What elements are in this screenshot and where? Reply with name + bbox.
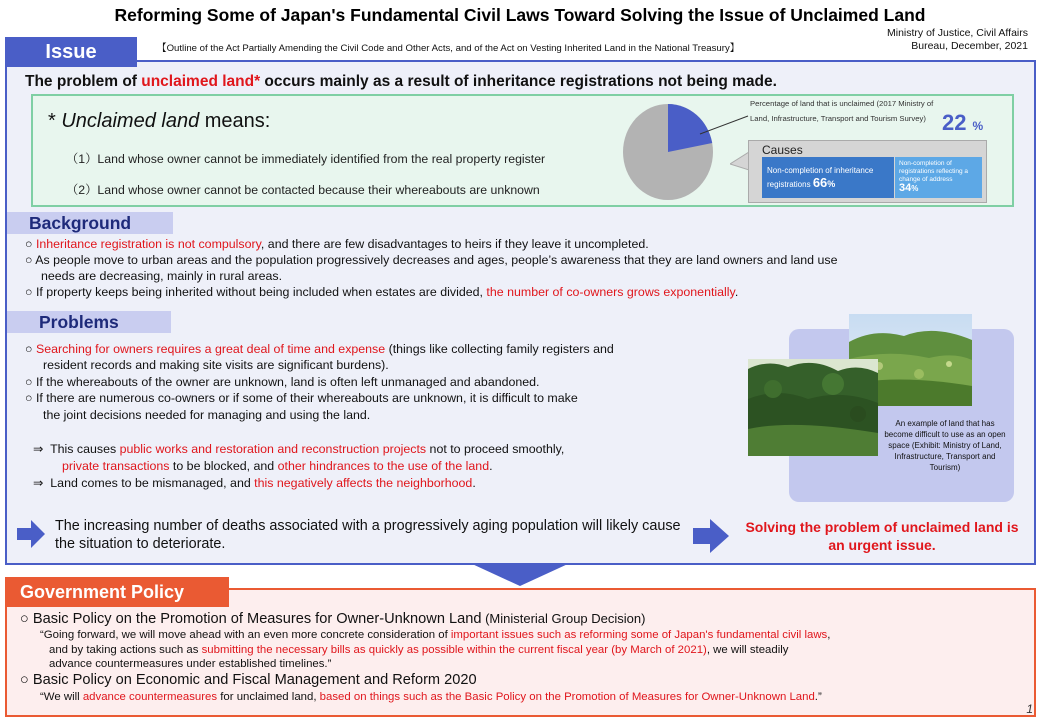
bullet: ○ — [25, 342, 33, 356]
percentage-unit: % — [972, 119, 984, 133]
cause-change-of-address — [895, 157, 982, 198]
pie-callout-line — [700, 116, 748, 134]
unclaimed-percentage-value — [942, 110, 983, 136]
background-item-1-rest: , and there are few disadvantages to heirs if they leave it uncompleted. — [260, 237, 649, 251]
bullet: ○ — [25, 375, 33, 389]
consequence-private-transactions: private transactions — [62, 459, 170, 473]
implies-symbol: ⇒ — [33, 442, 44, 456]
policy-2-quote-highlight-2: based on things such as the Basic Policy on the Promotion of Measures for Owner-Unknown Land — [319, 691, 815, 703]
bullet: ○ — [25, 285, 33, 299]
photo-overgrown-trees — [748, 359, 878, 456]
problem-item-1-line-2: resident records and making site visits are significant burdens). — [43, 358, 389, 372]
right-arrow-icon — [17, 520, 45, 548]
problem-item-2 — [25, 375, 540, 390]
problem-item-3-line-2: the joint decisions needed for managing and using the land. — [43, 408, 371, 422]
outline-subtitle: 【Outline of the Act Partially Amending the Civil Code and Other Acts, and of the Act on Vesting Inherited Land in the National Treasury】 — [157, 43, 740, 54]
consequence-mid: to be blocked, and — [169, 459, 278, 473]
background-item-3-post: . — [734, 285, 739, 299]
definition-item-2: （2）Land whose owner cannot be contacted because their whereabouts are unknown — [66, 183, 540, 197]
cause-inheritance-registration — [762, 157, 894, 198]
headline-unclaimed-land: unclaimed land* — [141, 73, 261, 90]
background-item-1 — [25, 237, 649, 252]
policy-1-title-text: Basic Policy on the Promotion of Measures for Owner-Unknown Land — [32, 611, 482, 627]
consequence-2-highlight: this negatively affects the neighborhood — [254, 476, 473, 490]
down-arrow-icon — [470, 563, 570, 587]
consequence-1-line-2 — [62, 459, 493, 474]
policy-1-quote-line-3: advance countermeasures under established timelines.” — [49, 658, 332, 670]
background-item-2 — [25, 253, 838, 268]
ministry-credit — [887, 27, 1028, 53]
background-item-3-highlight: the number of co-owners grows exponentially — [486, 285, 735, 299]
background-item-1-highlight: Inheritance registration is not compulsory — [35, 237, 261, 251]
unclaimed-percentage-caption: Percentage of land that is unclaimed (2017 Ministry of Land, Infrastructure, Transport and Tourism Survey) — [750, 99, 934, 123]
consequence-2-pre: Land comes to be mismanaged, and — [50, 476, 255, 490]
policy-1-quote-2-post: , we will steadily — [706, 644, 789, 656]
policy-1-quote-2-highlight: submitting the necessary bills as quickly as possible within the current fiscal year (by March of 2021) — [201, 644, 707, 656]
problem-item-2-text: If the whereabouts of the owner are unknown, land is often left unmanaged and abandoned. — [35, 375, 540, 389]
policy-1-quote-line-1 — [40, 628, 830, 642]
urgent-issue-statement: Solving the problem of unclaimed land is an urgent issue. — [745, 519, 1019, 553]
bullet: ○ — [20, 672, 29, 688]
headline-post: occurs mainly as a result of inheritance registrations not being made. — [260, 73, 777, 90]
causes-label: Causes — [762, 143, 803, 157]
bullet: ○ — [25, 237, 33, 251]
definition-term: Unclaimed land — [61, 110, 200, 132]
consequence-1-line-2-post: . — [489, 459, 493, 473]
policy-2-title-text: Basic Policy on Economic and Fiscal Management and Reform 2020 — [32, 672, 477, 688]
policy-2-quote-mid: for unclaimed land, — [217, 691, 320, 703]
definition-item-1: （1）Land whose owner cannot be immediately identified from the real property register — [66, 152, 546, 166]
consequence-2 — [33, 476, 476, 491]
policy-2-quote — [40, 690, 822, 704]
policy-2-quote-highlight-1: advance countermeasures — [82, 691, 218, 703]
problem-item-1-highlight: Searching for owners requires a great deal of time and expense — [35, 342, 386, 356]
problem-item-3 — [25, 391, 578, 406]
consequence-other-hindrances: other hindrances to the use of the land — [277, 459, 490, 473]
policy-1-title-note: (Ministerial Group Decision) — [481, 611, 646, 626]
consequence-1-pre: This causes — [50, 442, 120, 456]
policy-2-quote-post: .” — [814, 691, 822, 703]
problem-item-1 — [25, 342, 614, 357]
page-number: 1 — [1026, 702, 1033, 716]
policy-1-quote-line-2 — [49, 643, 789, 657]
policy-1-quote-1-highlight: important issues such as reforming some of Japan's fundamental civil laws — [450, 629, 828, 641]
problem-item-3-line-1: If there are numerous co-owners or if some of their whereabouts are unknown, it is difficult to make — [35, 391, 578, 405]
consequence-1-highlight: public works and restoration and reconstruction projects — [119, 442, 427, 456]
policy-1-quote-1-pre: “Going forward, we will move ahead with an even more concrete consideration of — [40, 629, 451, 641]
consequence-2-post: . — [472, 476, 476, 490]
policy-2-quote-pre: “We will — [40, 691, 83, 703]
background-label: Background — [7, 212, 173, 234]
policy-1-quote-1-post: , — [827, 629, 831, 641]
problem-item-1-rest: (things like collecting family registers and — [385, 342, 614, 356]
cause-1-unit: % — [827, 179, 836, 189]
background-item-3 — [25, 285, 738, 300]
bullet: ○ — [25, 391, 33, 405]
right-arrow-icon — [693, 519, 729, 553]
deterioration-statement: The increasing number of deaths associated with a progressively aging population will likely cause the situation to deteriorate. — [55, 518, 681, 552]
cause-1-text: Non-completion of inheritance registrations — [767, 166, 874, 189]
cause-2-value: 34 — [899, 182, 912, 194]
cause-1-value: 66 — [812, 175, 828, 190]
cause-2-text: Non-completion of registrations reflecting a change of address — [899, 160, 969, 183]
issue-headline — [25, 73, 777, 91]
policy-1-quote-2-pre: and by taking actions such as — [49, 644, 202, 656]
ministry-line-1: Ministry of Justice, Civil Affairs — [886, 27, 1028, 39]
issue-tab: Issue — [5, 37, 137, 67]
page-title: Reforming Some of Japan's Fundamental Civil Laws Toward Solving the Issue of Unclaimed Land — [114, 5, 926, 25]
photo-caption: An example of land that has become difficult to use as an open space (Exhibit: Ministry of Land, Infrastructure, Transport and Tourism) — [884, 419, 1006, 472]
problems-label: Problems — [7, 311, 171, 333]
definition-suffix: means: — [199, 110, 271, 132]
implies-symbol: ⇒ — [33, 476, 44, 490]
ministry-line-2: Bureau, December, 2021 — [911, 40, 1028, 52]
percentage-number: 22 — [942, 110, 967, 135]
government-policy-tab: Government Policy — [5, 577, 229, 607]
headline-pre: The problem of — [25, 73, 142, 90]
background-item-2-line-2: needs are decreasing, mainly in rural areas. — [41, 269, 283, 283]
background-item-2-line-1: As people move to urban areas and the population progressively decreases and ages, people’s awareness that they are land owners and land use — [35, 253, 838, 267]
consequence-1 — [33, 442, 564, 457]
definition-heading — [48, 110, 270, 133]
bullet: ○ — [20, 611, 29, 627]
background-item-3-pre: If property keeps being inherited without being included when estates are divided, — [35, 285, 487, 299]
policy-1-title — [20, 611, 645, 627]
policy-2-title — [20, 672, 477, 688]
cause-2-unit: % — [911, 184, 919, 193]
consequence-1-post: not to proceed smoothly, — [426, 442, 565, 456]
causes-pointer — [730, 152, 750, 172]
definition-prefix: * — [48, 110, 62, 132]
bullet: ○ — [25, 253, 33, 267]
